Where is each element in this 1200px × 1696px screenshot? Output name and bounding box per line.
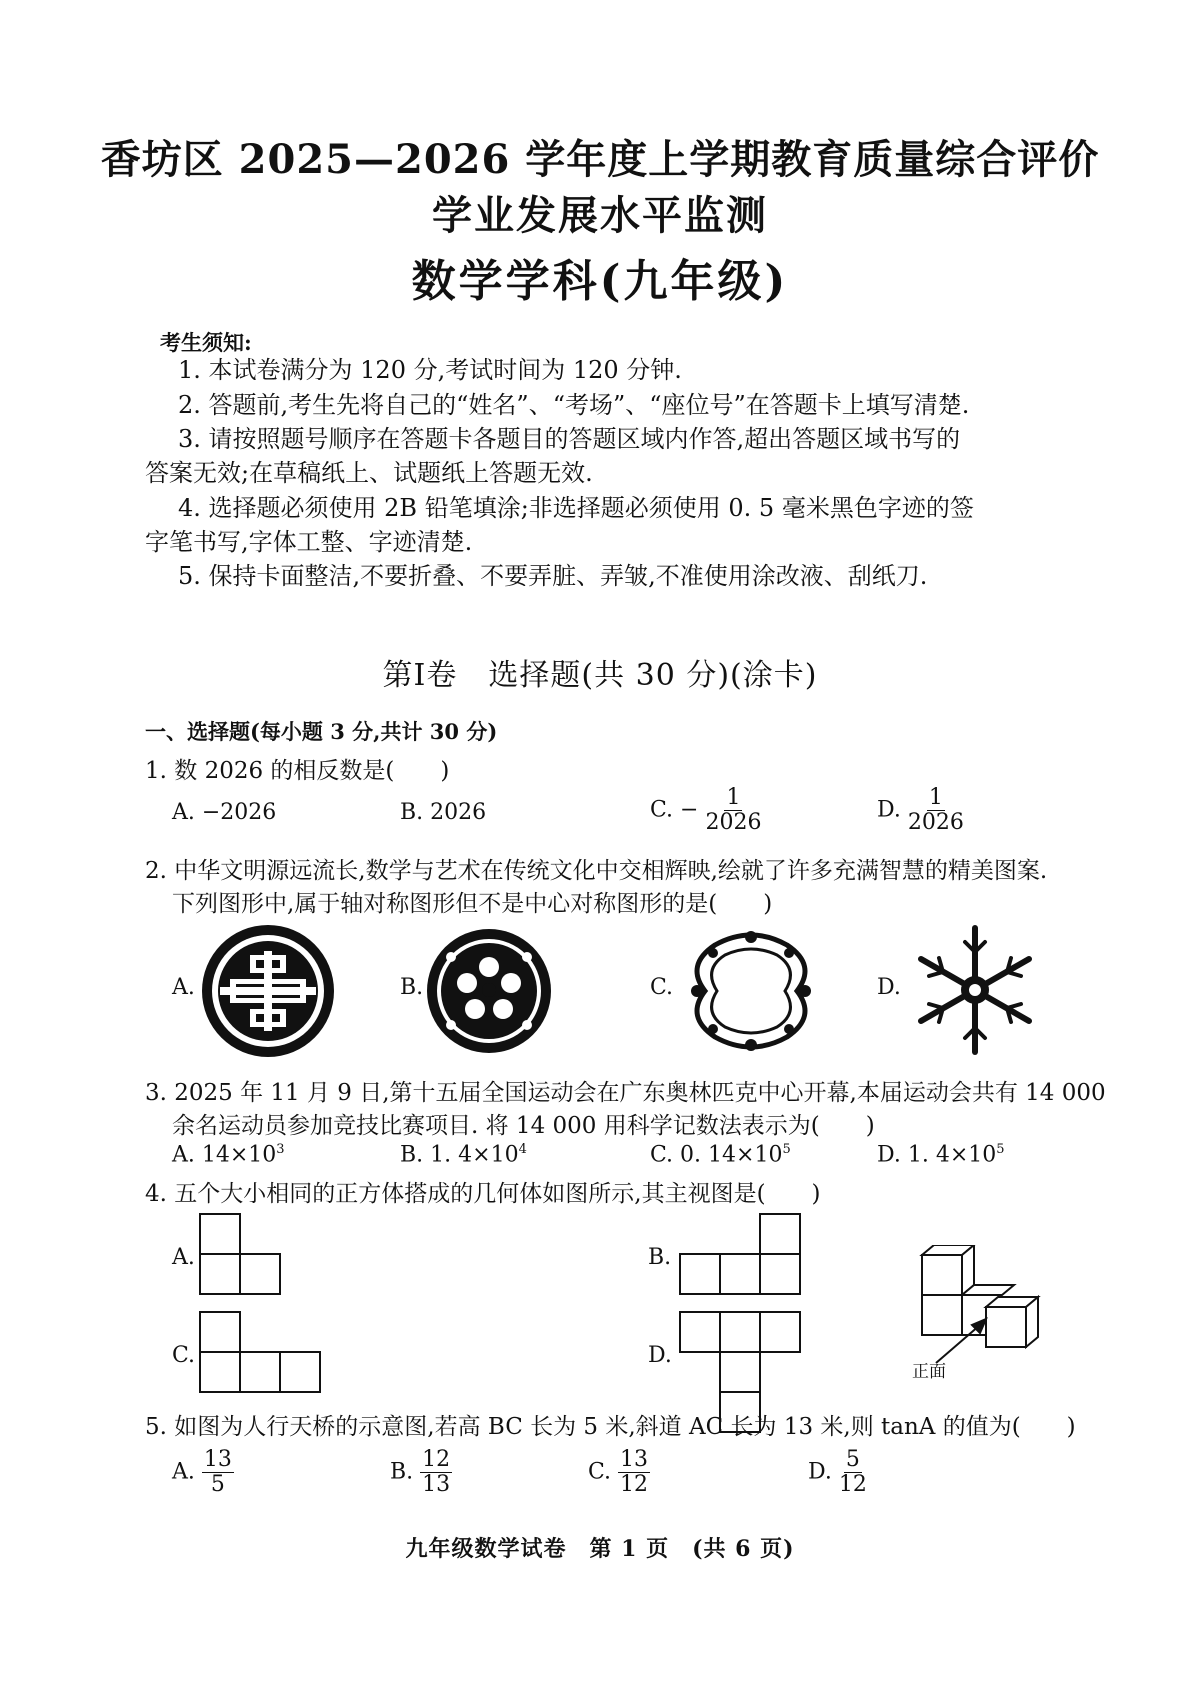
notice-line-4b: 字笔书写,字体工整、字迹清楚. [145,528,473,556]
notice-line-1: 1. 本试卷满分为 120 分,考试时间为 120 分钟. [178,356,682,384]
q4-option-a-label: A. [172,1245,195,1270]
q4-option-a-figure [198,1210,288,1300]
q5-option-d-label: D. [808,1459,832,1485]
q1-option-c [650,786,761,835]
q1-option-c-fraction [705,786,761,835]
q5-option-d-fraction [839,1448,867,1497]
q5-option-c-label: C. [588,1459,612,1485]
fraction-numerator: 5 [845,1447,860,1472]
q3-option-b-exponent: 4 [518,1142,527,1157]
q3-option-a-base: A. 14×10 [172,1142,277,1168]
q4-option-c-figure [196,1308,326,1398]
fraction-denominator: 2026 [907,810,964,835]
q5-option-b [390,1448,452,1497]
notice-title: 考生须知: [160,330,252,355]
q2-option-c-label: C. [650,975,674,1000]
q1-option-d-label: D. [877,797,901,823]
fraction-numerator: 1 [928,785,943,810]
q4-front-label: 正面 [912,1362,946,1382]
q3-option-b-base: B. 1. 4×10 [400,1142,519,1168]
exam-title-line2: 学业发展水平监测 [432,192,768,239]
q3-option-c [650,1142,791,1167]
q3-option-c-base: C. 0. 14×10 [650,1142,783,1168]
q1-option-a: A. −2026 [172,800,277,825]
q3-option-d [877,1142,1005,1167]
fraction-denominator: 12 [620,1472,649,1497]
q2-option-b-label: B. [400,975,424,1000]
notice-line-4: 4. 选择题必须使用 2B 铅笔填涂;非选择题必须使用 0. 5 毫米黑色字迹的签 [178,494,974,522]
q3-stem-line2: 余名运动员参加竞技比赛项目. 将 14 000 用科学记数法表示为( ) [172,1113,875,1139]
q4-option-b-label: B. [648,1245,672,1270]
q2-option-a-label: A. [172,975,195,1000]
q3-option-b [400,1142,527,1167]
q2-stem-line2: 下列图形中,属于轴对称图形但不是中心对称图形的是( ) [172,891,773,917]
q2-option-a-figure [200,923,336,1059]
q1-option-b: B. 2026 [400,800,487,825]
q3-stem-line1: 3. 2025 年 11 月 9 日,第十五届全国运动会在广东奥林匹克中心开幕,本届运动会共有 14 000 [145,1080,1106,1106]
q5-option-a [172,1448,234,1497]
notice-line-5: 5. 保持卡面整洁,不要折叠、不要弄脏、弄皱,不准使用涂改液、刮纸刀. [178,562,928,590]
q4-option-b-figure [676,1210,806,1300]
q3-option-d-base: D. 1. 4×10 [877,1142,997,1168]
fraction-denominator: 12 [838,1472,867,1497]
q1-option-c-label: C. − [650,797,699,823]
q5-stem: 5. 如图为人行天桥的示意图,若高 BC 长为 5 米,斜道 AC 长为 13 米,则 tanA 的值为( ) [145,1414,1076,1440]
subject-title: 数学学科(九年级) [411,256,789,307]
notice-line-3: 3. 请按照题号顺序在答题卡各题目的答题区域内作答,超出答题区域书写的 [178,425,961,453]
fraction-numerator: 1 [726,785,741,810]
q4-option-d-label: D. [648,1343,672,1368]
fraction-denominator: 13 [422,1472,451,1497]
q1-option-d [877,786,964,835]
q1-option-d-fraction [908,786,964,835]
fraction-numerator: 13 [620,1447,649,1472]
part-title: 一、选择题(每小题 3 分,共计 30 分) [145,719,498,744]
q5-option-b-label: B. [390,1459,414,1485]
q2-option-c-figure [685,925,817,1057]
q5-option-b-fraction [420,1448,452,1497]
fraction-numerator: 12 [422,1447,451,1472]
fraction-denominator: 2026 [705,810,762,835]
q5-option-c [588,1448,650,1497]
q5-option-a-fraction [202,1448,234,1497]
exam-title-line1: 香坊区 2025—2026 学年度上学期教育质量综合评价 [100,136,1100,183]
page-footer: 九年级数学试卷 第 1 页 (共 6 页) [405,1536,795,1562]
q3-option-a-exponent: 3 [276,1142,285,1157]
q2-option-d-label: D. [877,975,901,1000]
q5-option-c-fraction [618,1448,650,1497]
fraction-denominator: 5 [210,1472,225,1497]
fraction-numerator: 13 [203,1447,232,1472]
q2-stem-line1: 2. 中华文明源远流长,数学与艺术在传统文化中交相辉映,绘就了许多充满智慧的精美图案. [145,858,1048,884]
q4-option-c-label: C. [172,1343,196,1368]
notice-line-3b: 答案无效;在草稿纸上、试题纸上答题无效. [145,459,593,487]
q4-solid-figure [908,1245,1058,1375]
section-title: 第Ⅰ卷 选择题(共 30 分)(涂卡) [382,658,818,693]
q2-option-b-figure [425,927,553,1055]
q1-stem: 1. 数 2026 的相反数是( ) [145,758,450,784]
q4-stem: 4. 五个大小相同的正方体搭成的几何体如图所示,其主视图是( ) [145,1181,821,1207]
q5-option-d [808,1448,867,1497]
q5-option-a-label: A. [172,1459,195,1485]
q2-option-d-figure [905,920,1045,1060]
q3-option-d-exponent: 5 [996,1142,1005,1157]
q3-option-a [172,1142,285,1167]
q3-option-c-exponent: 5 [782,1142,791,1157]
notice-line-2: 2. 答题前,考生先将自己的“姓名”、“考场”、“座位号”在答题卡上填写清楚. [178,391,970,419]
